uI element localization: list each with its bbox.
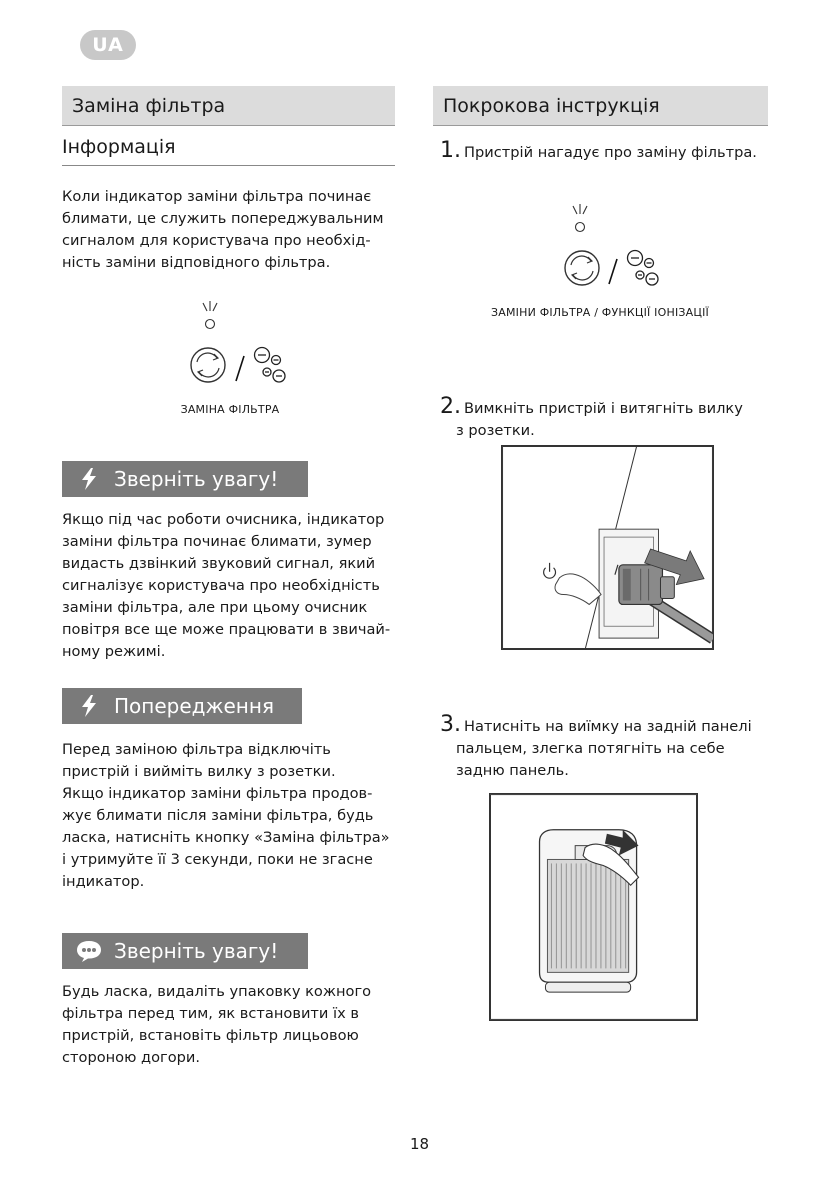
step-text: Пристрій нагадує про заміну фільтра. xyxy=(464,144,757,161)
note1-line: заміни фільтра, але при цьому очисник xyxy=(62,599,368,616)
ionizer-icon xyxy=(255,348,286,383)
blink-rays-icon xyxy=(203,301,217,311)
note1-line: Якщо під час роботи очисника, індикатор xyxy=(62,511,385,528)
section-title-step-by-step: Покрокова інструкція xyxy=(433,86,768,126)
filter-indicator-figure xyxy=(180,298,300,390)
note1-line: видасть дзвінкий звуковий сигнал, який xyxy=(62,555,376,572)
warning-line: ласка, натисніть кнопку «Заміна фільтра» xyxy=(62,829,390,846)
subtitle-information: Інформація xyxy=(62,136,395,166)
speech-bubble-icon xyxy=(76,938,102,964)
warning-line: жує блимати після заміни фільтра, будь xyxy=(62,807,374,824)
warning-line: Перед заміною фільтра відключіть xyxy=(62,741,331,758)
figure-caption-left: ЗАМІНА ФІЛЬТРА xyxy=(180,403,280,416)
note-title: Зверніть увагу! xyxy=(114,939,279,963)
ionizer-icon xyxy=(628,251,659,286)
step-text: з розетки. xyxy=(456,422,535,439)
blink-rays-icon xyxy=(573,204,587,214)
step-number: 2. xyxy=(440,394,461,419)
filter-replace-icon xyxy=(565,251,599,285)
note2-line: фільтра перед тим, як встановити їх в xyxy=(62,1005,359,1022)
note2-line: пристрій, встановіть фільтр лицьовою xyxy=(62,1027,359,1044)
figure-caption-right: ЗАМІНИ ФІЛЬТРА / ФУНКЦІЇ ІОНІЗАЦІЇ xyxy=(490,306,710,319)
section-title-filter-replacement: Заміна фільтра xyxy=(62,86,395,126)
info-paragraph xyxy=(62,186,402,274)
note2-paragraph xyxy=(62,981,407,1069)
info-line: ність заміни відповідного фільтра. xyxy=(62,254,331,271)
note2-line: Будь ласка, видаліть упаковку кожного xyxy=(62,983,372,1000)
indicator-led-icon xyxy=(206,320,215,329)
step-text: задню панель. xyxy=(456,762,569,779)
unplug-figure xyxy=(501,445,714,650)
filter-replace-icon xyxy=(191,348,225,382)
note1-line: ному режимі. xyxy=(62,643,166,660)
indicator-led-icon xyxy=(576,223,585,232)
warning-line: і утримуйте її 3 секунди, поки не згасне xyxy=(62,851,373,868)
note2-line: стороною догори. xyxy=(62,1049,201,1066)
warning-line: пристрій і вийміть вилку з розетки. xyxy=(62,763,336,780)
note-bar-attention-2 xyxy=(62,933,308,969)
note-bar-warning xyxy=(62,688,302,724)
note1-line: повітря все ще може працювати в звичай- xyxy=(62,621,391,638)
filter-ionizer-indicator-figure xyxy=(550,201,670,293)
note1-line: сигналізує користувача про необхідність xyxy=(62,577,380,594)
step-number: 3. xyxy=(440,712,461,737)
note1-paragraph xyxy=(62,509,407,663)
note-bar-attention-1 xyxy=(62,461,308,497)
warning-line: Якщо індикатор заміни фільтра продов- xyxy=(62,785,373,802)
lightning-icon xyxy=(76,693,102,719)
step-text: Натисніть на виїмку на задній панелі xyxy=(464,718,752,735)
step-text: Вимкніть пристрій і витягніть вилку xyxy=(464,400,743,417)
warning-line: індикатор. xyxy=(62,873,145,890)
back-panel-figure xyxy=(489,793,698,1021)
warning-title: Попередження xyxy=(114,694,274,718)
step-3 xyxy=(440,712,770,782)
note-title: Зверніть увагу! xyxy=(114,467,279,491)
step-1 xyxy=(440,138,770,164)
info-line: блимати, це служить попереджувальним xyxy=(62,210,384,227)
info-line: Коли індикатор заміни фільтра починає xyxy=(62,188,372,205)
info-line: сигналом для користувача про необхід- xyxy=(62,232,371,249)
step-2 xyxy=(440,394,770,442)
step-text: пальцем, злегка потягніть на себе xyxy=(456,740,725,757)
note1-line: заміни фільтра починає блимати, зумер xyxy=(62,533,372,550)
step-number: 1. xyxy=(440,138,461,163)
lightning-icon xyxy=(76,466,102,492)
language-badge: UA xyxy=(80,30,136,60)
page-number: 18 xyxy=(409,1135,430,1153)
warning-paragraph xyxy=(62,739,407,893)
